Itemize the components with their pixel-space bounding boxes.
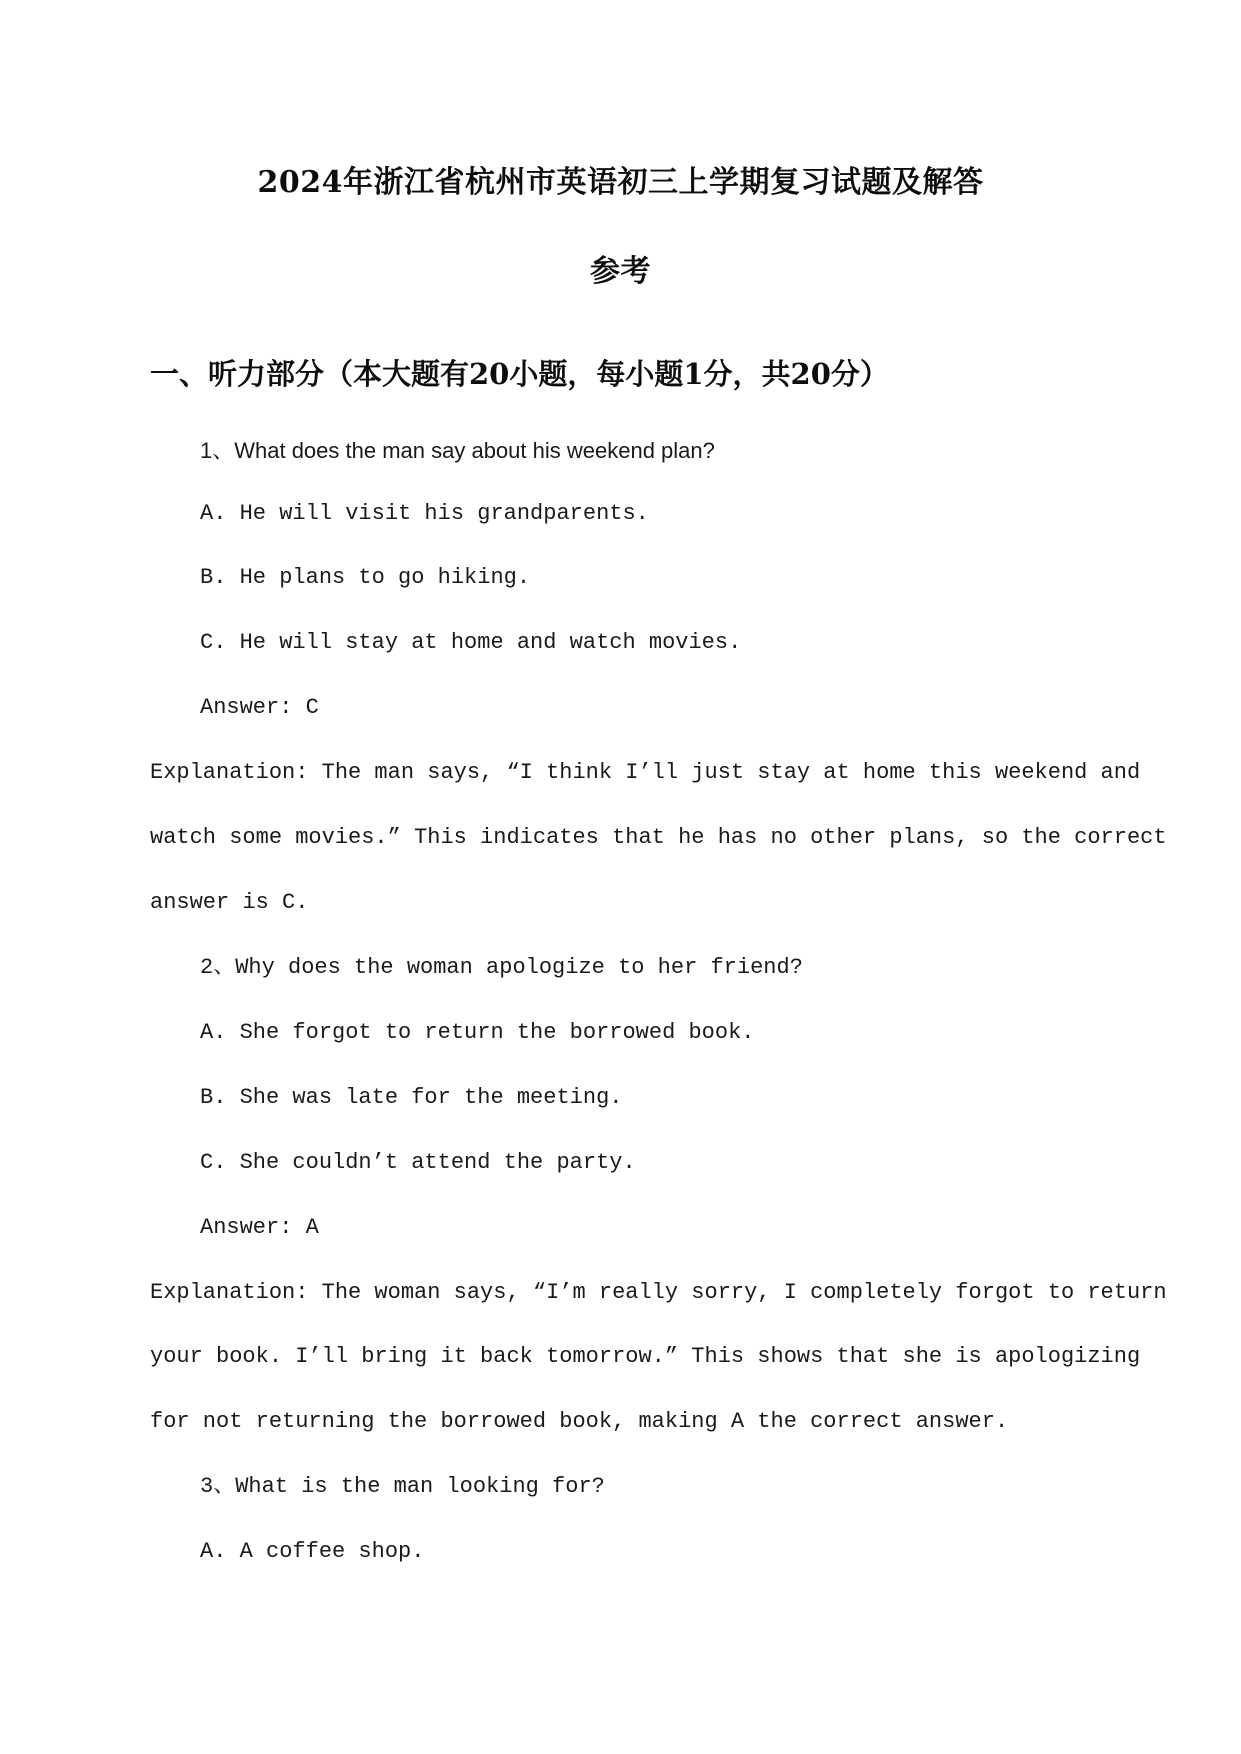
question-1-answer: Answer: C xyxy=(200,695,319,720)
question-1-text: 1、What does the man say about his weekend plan? xyxy=(200,438,715,463)
question-3-text: 3、What is the man looking for? xyxy=(200,1474,605,1499)
question-1-option-a: A. He will visit his grandparents. xyxy=(200,501,649,526)
document-title-continued: 参考 xyxy=(590,254,651,289)
document-title: 2024年浙江省杭州市英语初三上学期复习试题及解答 xyxy=(257,165,984,200)
question-2-option-a: A. She forgot to return the borrowed book. xyxy=(200,1020,755,1045)
question-1-explanation-line-1: Explanation: The man says, “I think I’ll just stay at home this weekend and xyxy=(150,760,1141,785)
question-2-option-c: C. She couldn’t attend the party. xyxy=(200,1150,636,1175)
question-1-option-c: C. He will stay at home and watch movies. xyxy=(200,630,742,655)
question-2-answer: Answer: A xyxy=(200,1215,319,1240)
question-2-text: 2、Why does the woman apologize to her friend? xyxy=(200,955,803,980)
section-heading: 一、听力部分（本大题有20小题，每小题1分，共20分） xyxy=(150,357,889,391)
question-3-option-a: A. A coffee shop. xyxy=(200,1539,425,1564)
question-1-explanation-line-2: watch some movies.” This indicates that he has no other plans, so the correct xyxy=(150,825,1167,850)
question-2-explanation-line-3: for not returning the borrowed book, making A the correct answer. xyxy=(150,1409,1009,1434)
question-2-explanation-line-1: Explanation: The woman says, “I’m really sorry, I completely forgot to return xyxy=(150,1280,1167,1305)
question-1-option-b: B. He plans to go hiking. xyxy=(200,565,531,590)
question-1-explanation-line-3: answer is C. xyxy=(150,890,309,915)
question-2-explanation-line-2: your book. I’ll bring it back tomorrow.” This shows that she is apologizing xyxy=(150,1344,1141,1369)
question-2-option-b: B. She was late for the meeting. xyxy=(200,1085,623,1110)
